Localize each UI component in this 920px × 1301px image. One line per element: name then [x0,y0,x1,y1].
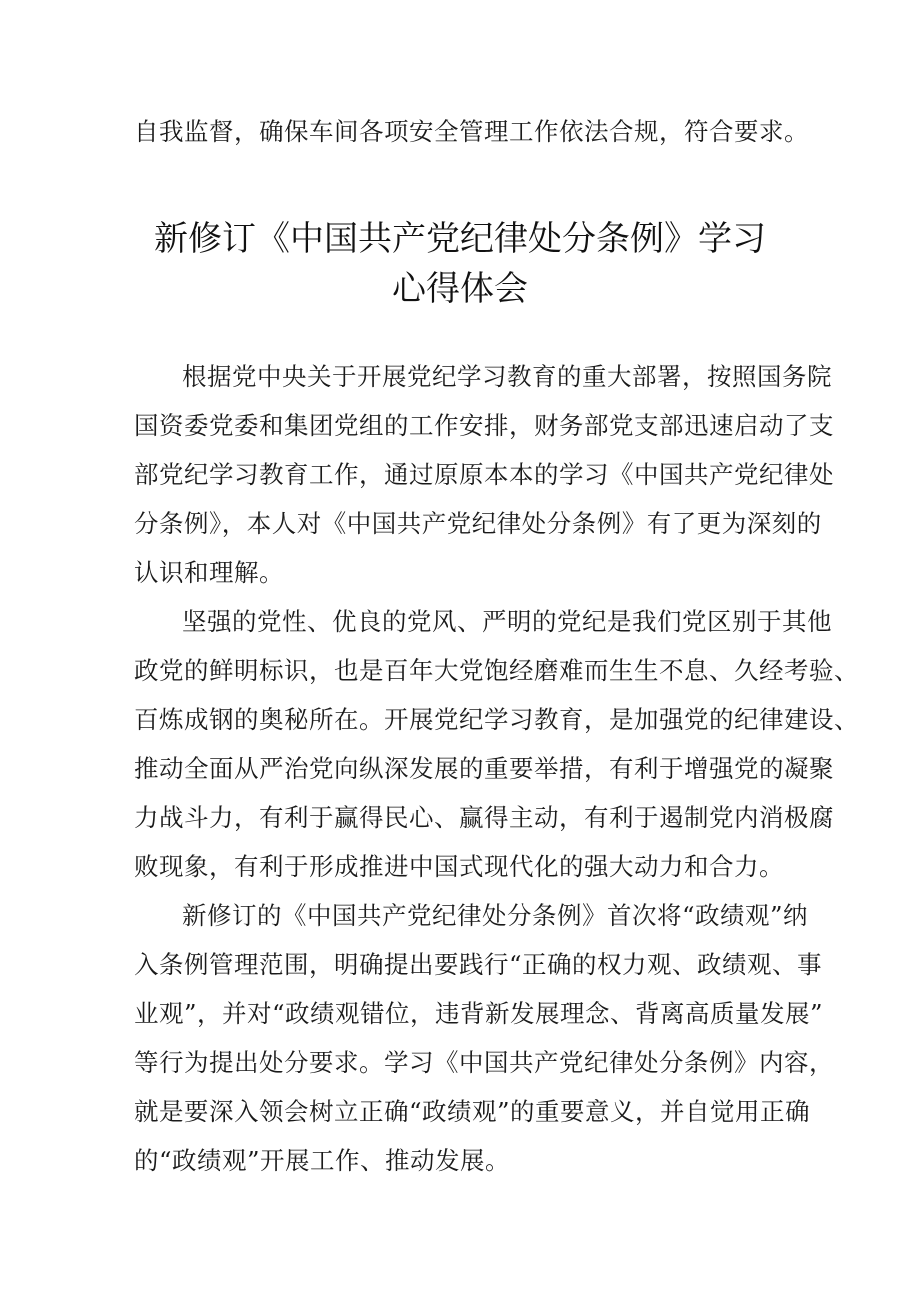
paragraph-line: 国资委党委和集团党组的工作安排，财务部党支部迅速启动了支 [134,411,834,440]
paragraph-line: 分条例》，本人对《中国共产党纪律处分条例》有了更为深刻的 [134,509,822,538]
paragraph-line: 推动全面从严治党向纵深发展的重要举措，有利于增强党的凝聚 [134,754,834,783]
paragraph-line: 败现象，有利于形成推进中国式现代化的强大动力和合力。 [134,852,784,881]
article-title-line-1: 新修订《中国共产党纪律处分条例》学习 [154,219,766,259]
paragraph-line: 根据党中央关于开展党纪学习教育的重大部署，按照国务院 [182,362,832,391]
paragraph-line: 的“政绩观”开展工作、推动发展。 [134,1146,511,1175]
paragraph-line: 入条例管理范围，明确提出要践行“正确的权力观、政绩观、事 [134,950,823,979]
previous-section-ending: 自我监督，确保车间各项安全管理工作依法合规，符合要求。 [134,117,809,146]
paragraph-line: 百炼成钢的奥秘所在。开展党纪学习教育，是加强党的纪律建设、 [134,705,859,734]
paragraph-line: 新修订的《中国共产党纪律处分条例》首次将“政绩观”纳 [182,901,809,930]
paragraph-line: 坚强的党性、优良的党风、严明的党纪是我们党区别于其他 [182,607,832,636]
paragraph-line: 业观”，并对“政绩观错位，违背新发展理念、背离高质量发展” [134,999,824,1028]
paragraph-line: 等行为提出处分要求。学习《中国共产党纪律处分条例》内容， [134,1048,834,1077]
paragraph-line: 部党纪学习教育工作，通过原原本本的学习《中国共产党纪律处 [134,460,834,489]
paragraph-line: 认识和理解。 [134,558,284,587]
paragraph-line: 就是要深入领会树立正确“政绩观”的重要意义，并自觉用正确 [134,1097,811,1126]
article-title-line-2: 心得体会 [392,269,528,309]
paragraph-line: 政党的鲜明标识，也是百年大党饱经磨难而生生不息、久经考验、 [134,656,859,685]
paragraph-line: 力战斗力，有利于赢得民心、赢得主动，有利于遏制党内消极腐 [134,803,834,832]
